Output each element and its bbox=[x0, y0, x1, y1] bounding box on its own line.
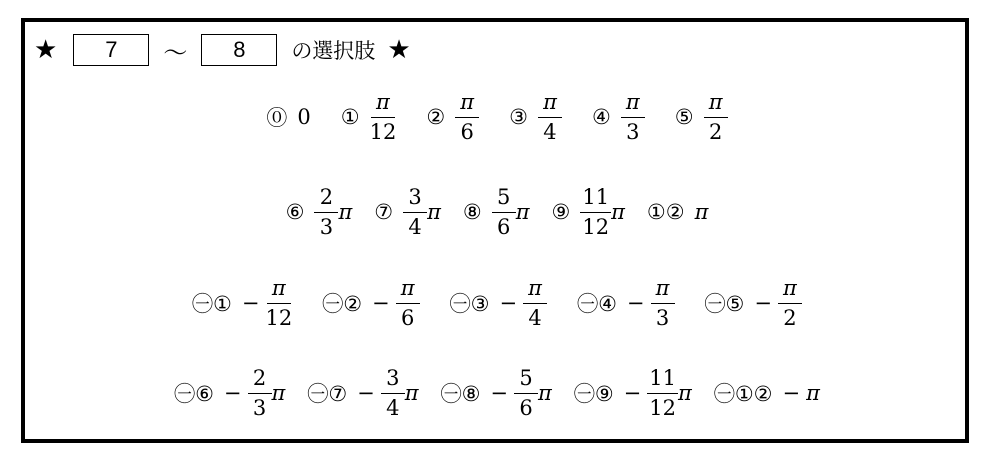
fraction-numerator: 2 bbox=[314, 185, 338, 212]
choice-item bbox=[341, 90, 397, 143]
choice-number: ㊀⑨ bbox=[573, 382, 614, 406]
minus-sign: − bbox=[754, 291, 772, 315]
choice-item bbox=[592, 90, 645, 143]
fraction bbox=[651, 276, 675, 329]
fraction-denominator: 12 bbox=[649, 395, 677, 420]
choice-number: ㊀⑦ bbox=[307, 382, 348, 406]
minus-sign: − bbox=[623, 381, 642, 405]
fraction-denominator: 3 bbox=[655, 305, 670, 330]
fraction-numerator: π bbox=[396, 276, 420, 303]
fraction-denominator: 3 bbox=[626, 119, 640, 144]
pi-suffix: π bbox=[678, 381, 692, 405]
choice-item bbox=[374, 185, 441, 238]
fraction-denominator: 4 bbox=[543, 119, 557, 144]
pi-suffix: π bbox=[427, 200, 441, 224]
minus-sign: − bbox=[490, 381, 509, 405]
fraction-denominator: 4 bbox=[386, 395, 400, 420]
fraction-numerator: π bbox=[621, 90, 645, 117]
header bbox=[34, 30, 411, 70]
fraction bbox=[396, 276, 420, 329]
fraction-denominator: 12 bbox=[582, 214, 610, 239]
choice-item bbox=[463, 185, 530, 238]
choice-item bbox=[509, 90, 562, 143]
choice-item bbox=[450, 276, 547, 329]
choice-number: ㊀② bbox=[322, 292, 363, 316]
choice-item bbox=[705, 276, 802, 329]
minus-sign: − bbox=[241, 291, 260, 315]
minus-sign: − bbox=[782, 381, 801, 405]
fraction bbox=[538, 90, 562, 143]
choice-item bbox=[426, 90, 479, 143]
fraction-numerator: 5 bbox=[492, 185, 516, 212]
fraction-numerator: 3 bbox=[381, 366, 405, 393]
minus-sign: − bbox=[499, 291, 518, 315]
choice-item bbox=[192, 276, 292, 329]
choice-number: ② bbox=[426, 105, 446, 129]
minus-sign: − bbox=[372, 291, 390, 315]
fraction-numerator: 3 bbox=[403, 185, 427, 212]
choice-item bbox=[675, 90, 728, 143]
choice-item bbox=[322, 276, 419, 329]
choice-number: ⑥ bbox=[285, 200, 305, 224]
fraction-denominator: 4 bbox=[408, 214, 422, 239]
fraction-numerator: π bbox=[704, 90, 728, 117]
choice-item bbox=[307, 366, 418, 419]
fraction-numerator: π bbox=[523, 276, 547, 303]
choice-number: ③ bbox=[509, 105, 528, 129]
choice-number: ㊀⑥ bbox=[174, 382, 214, 406]
choice-item bbox=[441, 366, 552, 419]
choice-number: ⑨ bbox=[551, 200, 571, 224]
minus-sign: − bbox=[357, 381, 375, 405]
choice-row-1 bbox=[0, 86, 994, 148]
choice-number: ④ bbox=[591, 105, 611, 129]
choice-number: ⑦ bbox=[374, 200, 394, 224]
fraction bbox=[248, 366, 272, 419]
minus-sign: − bbox=[223, 381, 242, 405]
fraction bbox=[621, 90, 645, 143]
minus-sign: − bbox=[626, 291, 645, 315]
fraction bbox=[523, 276, 547, 329]
fraction-denominator: 12 bbox=[265, 305, 293, 330]
choice-item bbox=[577, 276, 674, 329]
fraction bbox=[265, 276, 292, 329]
fraction bbox=[778, 276, 802, 329]
fraction-denominator: 6 bbox=[519, 395, 533, 420]
choice-item bbox=[714, 378, 820, 408]
pi-suffix: π bbox=[404, 381, 419, 405]
fraction-denominator: 3 bbox=[252, 395, 267, 420]
fraction-denominator: 2 bbox=[708, 119, 723, 144]
fraction bbox=[455, 90, 479, 143]
fraction bbox=[704, 90, 728, 143]
choice-number: ㊀④ bbox=[577, 292, 617, 316]
choice-item bbox=[647, 200, 708, 224]
fraction bbox=[514, 366, 538, 419]
header-title: の選択肢 bbox=[291, 39, 376, 63]
pi-suffix: π bbox=[515, 200, 530, 224]
choice-number: ⑧ bbox=[462, 200, 482, 224]
choice-number: ①② bbox=[646, 200, 685, 224]
fraction bbox=[314, 185, 338, 238]
fraction bbox=[580, 185, 611, 238]
fraction bbox=[647, 366, 678, 419]
choice-number: ㊀①② bbox=[713, 382, 773, 406]
choice-number: ㊀⑧ bbox=[440, 382, 481, 406]
choice-item bbox=[174, 366, 285, 419]
fraction-denominator: 3 bbox=[319, 214, 334, 239]
fraction-numerator: 5 bbox=[514, 366, 538, 393]
fraction-denominator: 6 bbox=[400, 305, 415, 330]
fraction-numerator: π bbox=[778, 276, 802, 303]
pi-suffix: π bbox=[538, 381, 552, 405]
fraction-numerator: 2 bbox=[248, 366, 272, 393]
fraction-denominator: 6 bbox=[497, 214, 511, 239]
fraction-numerator: π bbox=[371, 90, 395, 117]
choice-row-2 bbox=[0, 181, 994, 243]
fraction-numerator: π bbox=[651, 276, 675, 303]
fraction-denominator: 4 bbox=[528, 305, 542, 330]
choice-number: ⑤ bbox=[674, 105, 694, 129]
choice-value: 0 bbox=[297, 105, 311, 129]
choice-value: π bbox=[806, 381, 820, 405]
choice-row-4 bbox=[0, 362, 994, 424]
choice-item bbox=[574, 366, 692, 419]
fraction-numerator: π bbox=[267, 276, 291, 303]
answer-box-8: 8 bbox=[201, 34, 277, 66]
fraction-numerator: 11 bbox=[647, 366, 678, 393]
star-icon: ★ bbox=[34, 35, 58, 65]
choice-number: ㊀⑤ bbox=[704, 292, 745, 316]
fraction-numerator: 11 bbox=[580, 185, 611, 212]
star-icon: ★ bbox=[387, 35, 411, 65]
choice-value: π bbox=[694, 200, 709, 224]
choice-number: ① bbox=[340, 105, 360, 129]
pi-suffix: π bbox=[611, 200, 625, 224]
answer-box-7: 7 bbox=[73, 34, 149, 66]
pi-suffix: π bbox=[271, 381, 286, 405]
choice-number: ㊀① bbox=[192, 292, 232, 316]
choice-number: ⓪ bbox=[266, 106, 288, 130]
fraction-denominator: 6 bbox=[460, 119, 474, 144]
pi-suffix: π bbox=[338, 200, 353, 224]
fraction-numerator: π bbox=[455, 90, 479, 117]
fraction-denominator: 12 bbox=[369, 119, 397, 144]
choice-number: ㊀③ bbox=[449, 292, 490, 316]
fraction bbox=[381, 366, 405, 419]
choice-item bbox=[266, 102, 310, 132]
fraction bbox=[403, 185, 427, 238]
range-tilde: ～ bbox=[163, 38, 188, 67]
fraction bbox=[492, 185, 516, 238]
fraction-numerator: π bbox=[538, 90, 562, 117]
choice-item bbox=[552, 185, 625, 238]
choice-row-3 bbox=[0, 272, 994, 334]
choice-item bbox=[286, 185, 353, 238]
fraction-denominator: 2 bbox=[783, 305, 797, 330]
fraction bbox=[370, 90, 397, 143]
